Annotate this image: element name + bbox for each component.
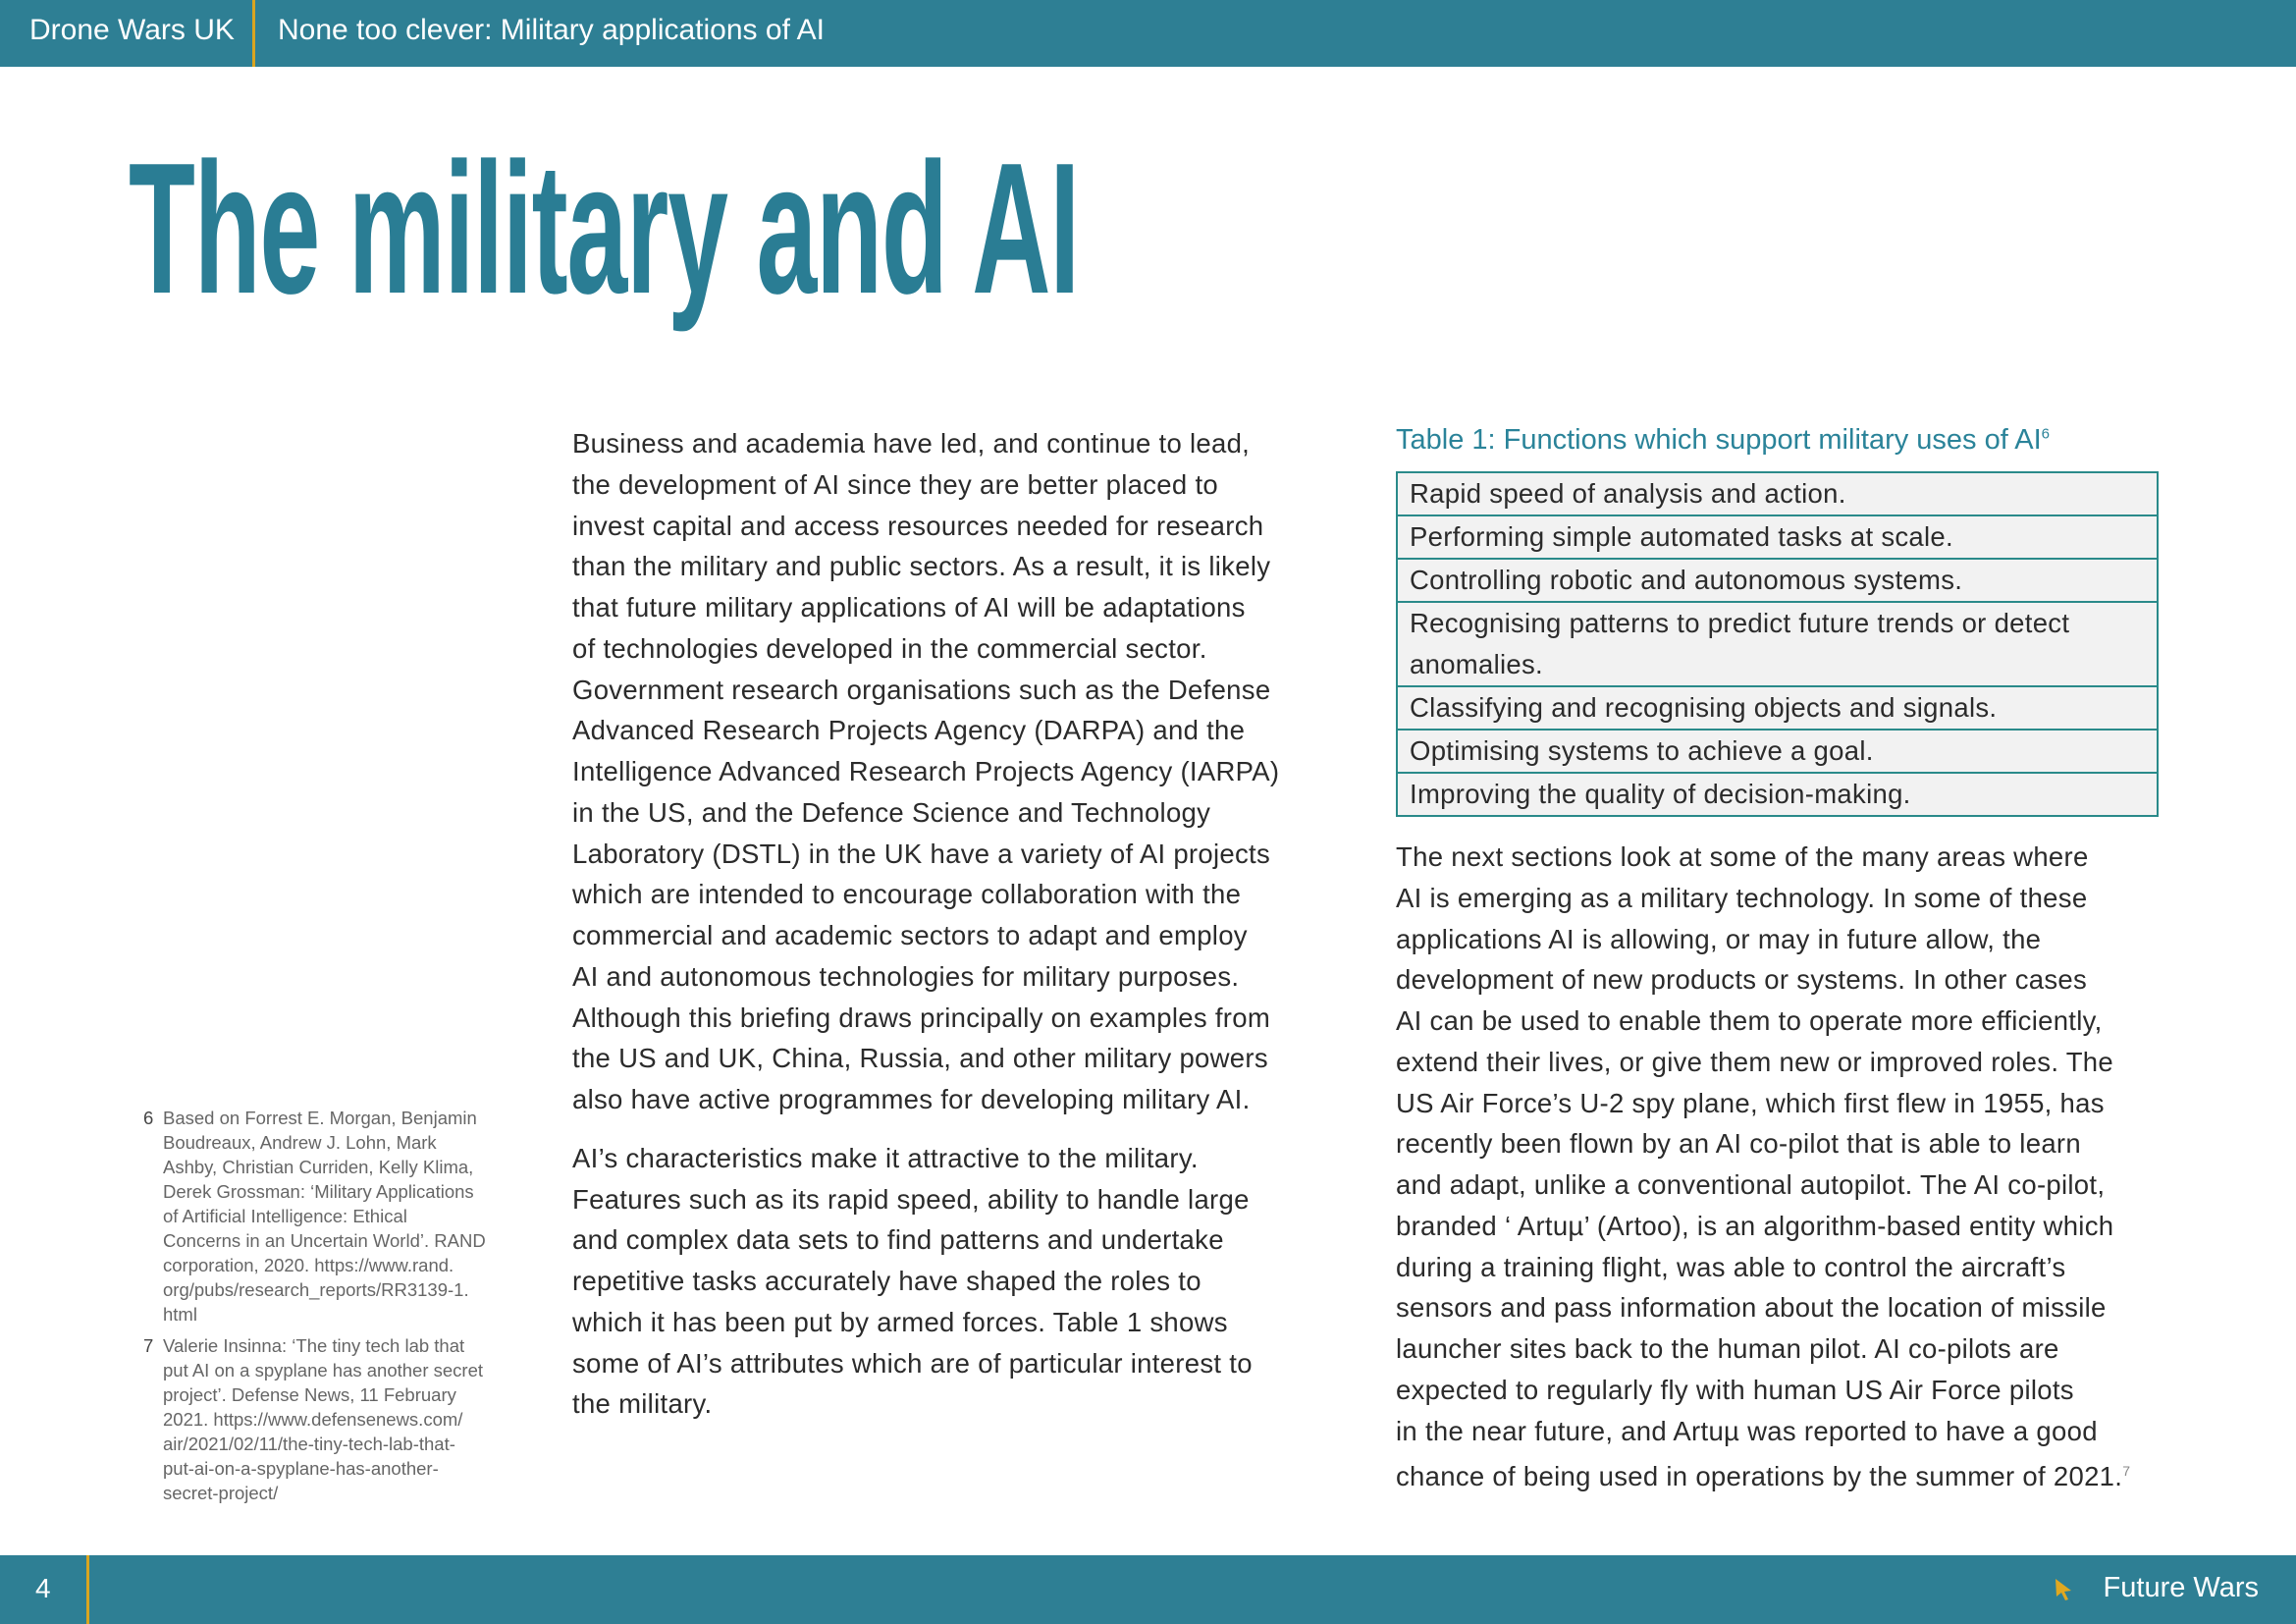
body-line: AI’s characteristics make it attractive to the military. xyxy=(572,1142,1199,1173)
footnote-line: Derek Grossman: ‘Military Applications xyxy=(163,1181,474,1202)
footnote-line: Valerie Insinna: ‘The tiny tech lab that xyxy=(163,1335,465,1356)
section-name: Future Wars xyxy=(2103,1572,2259,1603)
footnote xyxy=(143,1106,486,1326)
body-line xyxy=(1396,878,2130,919)
body-line-text: extend their lives, or give them new or improved roles. The xyxy=(1396,1046,2113,1077)
body-line-text: AI can be used to enable them to operate more efficiently, xyxy=(1396,1005,2103,1036)
body-line: and complex data sets to find patterns and undertake xyxy=(572,1224,1224,1256)
footnote-line: air/2021/02/11/the-tiny-tech-lab-that- xyxy=(163,1434,455,1454)
table-row: Optimising systems to achieve a goal. xyxy=(1398,729,2157,772)
body-line-text: launcher sites back to the human pilot. AI co-pilots are xyxy=(1396,1333,2059,1364)
table-row: Rapid speed of analysis and action. xyxy=(1410,478,1846,509)
body-line-text: expected to regularly fly with human US Air Force pilots xyxy=(1396,1374,2074,1405)
body-line: Features such as its rapid speed, ability to handle large xyxy=(572,1183,1250,1215)
body-line: commercial and academic sectors to adapt and employ xyxy=(572,920,1248,950)
body-line: which are intended to encourage collaboration with the xyxy=(572,879,1242,910)
table-row: Controlling robotic and autonomous systems. xyxy=(1398,558,2157,601)
body-column-2 xyxy=(1396,837,2130,1492)
body-line xyxy=(1396,959,2130,1001)
footnote-line: of Artificial Intelligence: Ethical xyxy=(163,1206,407,1226)
body-line: the US and UK, China, Russia, and other military powers xyxy=(572,1043,1268,1074)
footer-bar xyxy=(0,1555,2296,1624)
table-row: Recognising patterns to predict future trends or detect anomalies. xyxy=(1398,601,2157,685)
footnote-line: org/pubs/research_reports/RR3139-1. xyxy=(163,1279,469,1300)
body-line-text: chance of being used in operations by the summer of 2021. xyxy=(1396,1461,2123,1492)
body-line xyxy=(1396,1206,2130,1247)
table-title xyxy=(1396,424,2050,457)
body-line xyxy=(1396,1164,2130,1206)
body-line xyxy=(1396,1287,2130,1328)
body-line xyxy=(1396,1451,2130,1492)
body-line: Intelligence Advanced Research Projects Agency (IARPA) xyxy=(572,756,1280,786)
body-line-text: development of new products or systems. In other cases xyxy=(1396,964,2088,996)
body-line: AI and autonomous technologies for military purposes. xyxy=(572,960,1240,992)
body-line: Government research organisations such as the Defense xyxy=(572,674,1271,705)
page-number: 4 xyxy=(35,1573,51,1603)
body-line: Although this briefing draws principally on examples from xyxy=(572,1001,1271,1033)
footnote-ref: 6 xyxy=(2041,425,2050,443)
table-title-text: Table 1: Functions which support military uses of AI xyxy=(1396,424,2042,456)
body-line: also have active programmes for developing military AI. xyxy=(572,1084,1251,1114)
body-line: the development of AI since they are better placed to xyxy=(572,468,1218,500)
body-line: that future military applications of AI will be adaptations xyxy=(572,592,1246,623)
cursor-icon xyxy=(2054,1577,2075,1602)
footnote-line: 2021. https://www.defensenews.com/ xyxy=(163,1409,463,1430)
body-column-1 xyxy=(572,423,1279,1425)
footnote-line: Boudreaux, Andrew J. Lohn, Mark xyxy=(163,1132,437,1153)
body-line xyxy=(1396,919,2130,960)
footnote-line: put AI on a spyplane has another secret xyxy=(163,1360,484,1380)
footnote-line: secret-project/ xyxy=(163,1483,279,1503)
footnote-line: project’. Defense News, 11 February xyxy=(163,1384,456,1405)
footnote-line: Ashby, Christian Curriden, Kelly Klima, xyxy=(163,1157,474,1177)
body-line-text: in the near future, and Artuµ was reported to have a good xyxy=(1396,1415,2098,1446)
functions-table xyxy=(1396,471,2159,817)
page-title: The military and AI xyxy=(129,125,1080,333)
body-line xyxy=(1396,1328,2130,1370)
footnote-line: html xyxy=(163,1304,197,1325)
footnote-ref: 7 xyxy=(2122,1463,2131,1480)
body-line: than the military and public sectors. As a result, it is likely xyxy=(572,551,1271,582)
body-line-text: during a training flight, was able to control the aircraft’s xyxy=(1396,1251,2066,1282)
body-line: Business and academia have led, and continue to lead, xyxy=(572,428,1251,459)
footer-divider xyxy=(86,1555,89,1624)
body-line-text: and adapt, unlike a conventional autopilot. The AI co-pilot, xyxy=(1396,1169,2106,1200)
body-line xyxy=(1396,837,2130,878)
footnote-line: put-ai-on-a-spyplane-has-another- xyxy=(163,1458,439,1479)
footnote-line: corporation, 2020. https://www.rand. xyxy=(163,1255,454,1275)
document-title: None too clever: Military applications of AI xyxy=(278,14,825,46)
table-row: Improving the quality of decision-making. xyxy=(1398,772,2157,815)
org-name: Drone Wars UK xyxy=(29,14,235,46)
body-line-text: branded ‘ Artuµ’ (Artoo), is an algorithm-based entity which xyxy=(1396,1210,2114,1241)
body-line xyxy=(1396,1042,2130,1083)
paragraph-gap xyxy=(572,1120,1279,1138)
header-bar xyxy=(0,0,2296,67)
body-line xyxy=(1396,1001,2130,1042)
footnote-number: 7 xyxy=(143,1335,154,1356)
body-line-text: sensors and pass information about the location of missile xyxy=(1396,1292,2107,1324)
header-divider xyxy=(252,0,255,67)
body-line: invest capital and access resources needed for research xyxy=(572,510,1264,541)
footnote-line: Concerns in an Uncertain World’. RAND xyxy=(163,1230,486,1251)
table-row: Classifying and recognising objects and signals. xyxy=(1398,685,2157,729)
footnote xyxy=(143,1333,483,1505)
body-line xyxy=(1396,1247,2130,1288)
footnote-line: Based on Forrest E. Morgan, Benjamin xyxy=(163,1108,477,1128)
body-line: in the US, and the Defence Science and Technology xyxy=(572,796,1211,828)
body-line xyxy=(1396,1370,2130,1411)
body-line: which it has been put by armed forces. Table 1 shows xyxy=(572,1306,1228,1337)
body-line-text: AI is emerging as a military technology. In some of these xyxy=(1396,882,2088,913)
body-line: Advanced Research Projects Agency (DARPA) and the xyxy=(572,715,1246,746)
body-line: repetitive tasks accurately have shaped the roles to xyxy=(572,1266,1201,1296)
body-line: Laboratory (DSTL) in the UK have a variety of AI projects xyxy=(572,838,1271,869)
body-line: the military. xyxy=(572,1388,713,1420)
body-line: of technologies developed in the commercial sector. xyxy=(572,632,1207,664)
body-line xyxy=(1396,1083,2130,1124)
body-line-text: applications AI is allowing, or may in future allow, the xyxy=(1396,923,2042,954)
body-line: some of AI’s attributes which are of particular interest to xyxy=(572,1347,1253,1379)
body-line-text: The next sections look at some of the many areas where xyxy=(1396,841,2089,872)
body-line xyxy=(1396,1411,2130,1452)
body-line-text: US Air Force’s U-2 spy plane, which first flew in 1955, has xyxy=(1396,1087,2105,1118)
body-line xyxy=(1396,1123,2130,1164)
footnote-number: 6 xyxy=(143,1108,154,1128)
body-line-text: recently been flown by an AI co-pilot that is able to learn xyxy=(1396,1128,2081,1160)
table-row: Performing simple automated tasks at scale. xyxy=(1398,514,2157,558)
